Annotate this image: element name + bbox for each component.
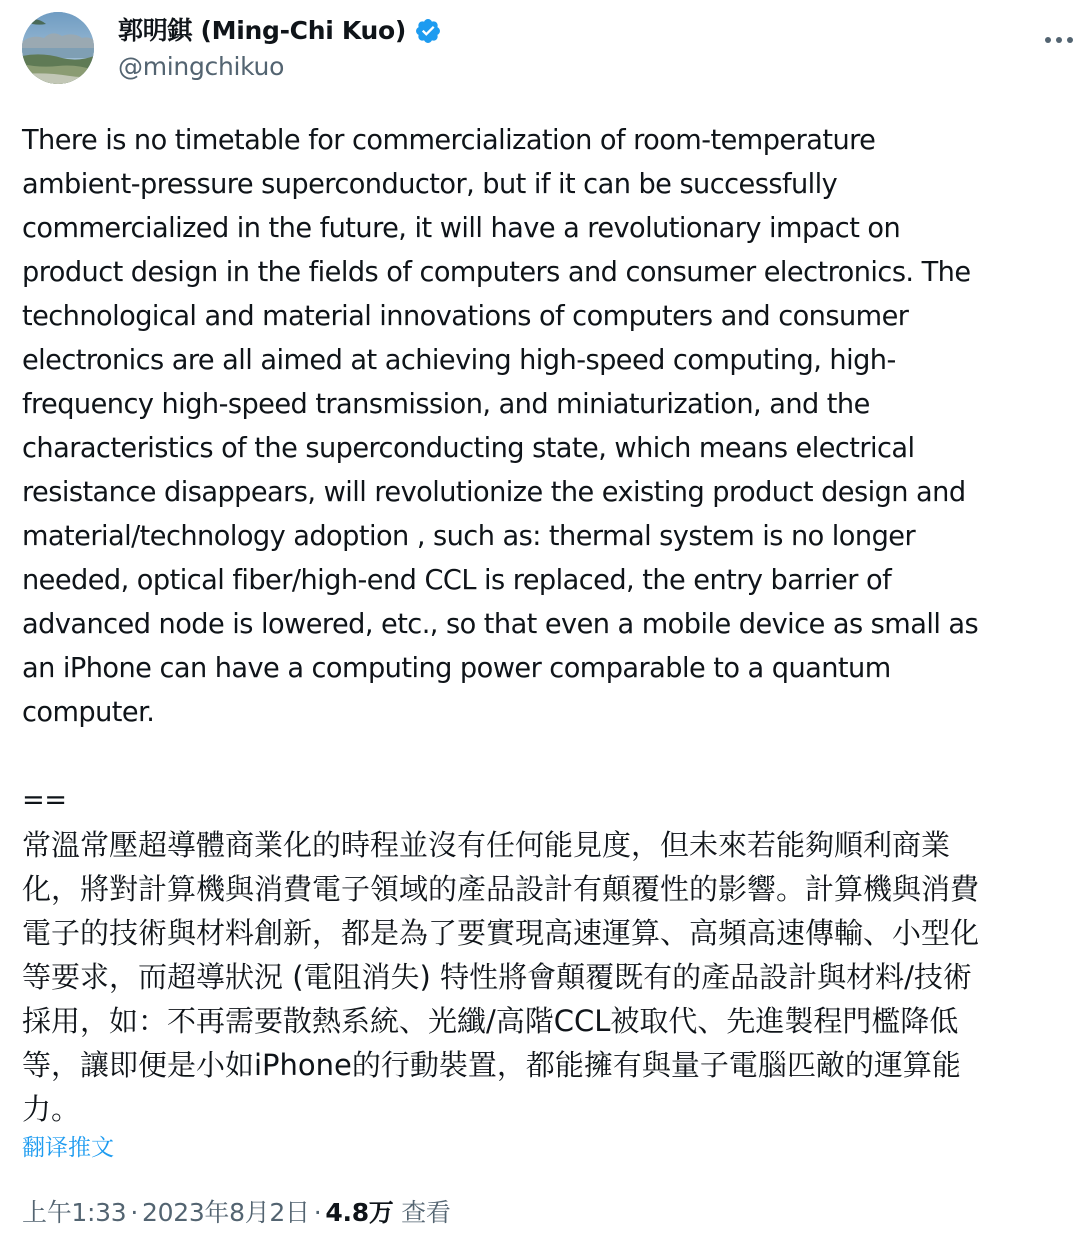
tweet-text [22, 119, 1062, 1131]
tweet-line: computer. [22, 697, 155, 728]
tweet-line: product design in the fields of computers and consumer electronics. The [22, 257, 971, 288]
tweet-date[interactable]: 2023年8月2日 [142, 1198, 310, 1227]
landscape-avatar-icon [22, 12, 94, 84]
tweet-line: frequency high-speed transmission, and miniaturization, and the [22, 389, 870, 420]
tweet-line-chinese: 常溫常壓超導體商業化的時程並沒有任何能見度，但未來若能夠順利商業 [22, 828, 951, 862]
more-options-button[interactable] [1037, 22, 1080, 58]
views-label[interactable]: 查看 [401, 1198, 451, 1227]
tweet-line: ambient-pressure superconductor, but if it can be successfully [22, 169, 838, 200]
tweet-line-chinese: 力。 [22, 1092, 81, 1126]
tweet-line-chinese: 採用，如：不再需要散熱系統、光纖/高階CCL被取代、先進製程門檻降低 [22, 1004, 959, 1038]
display-name[interactable]: 郭明錤 (Ming-Chi Kuo) [118, 16, 406, 45]
tweet-line: an iPhone can have a computing power comparable to a quantum [22, 653, 891, 684]
verified-badge-icon[interactable] [414, 17, 442, 45]
tweet-meta [22, 1196, 451, 1230]
tweet-line: material/technology adoption , such as: thermal system is no longer [22, 521, 916, 552]
tweet-line: commercialized in the future, it will have a revolutionary impact on [22, 213, 901, 244]
blank-line [22, 735, 1062, 779]
tweet-line: resistance disappears, will revolutionize the existing product design and [22, 477, 966, 508]
more-horizontal-icon [1044, 36, 1074, 44]
tweet-header [22, 12, 1062, 84]
meta-separator: · [130, 1198, 138, 1227]
separator-line: == [22, 785, 67, 816]
tweet-line-chinese: 化，將對計算機與消費電子領域的產品設計有顛覆性的影響。計算機與消費 [22, 872, 980, 906]
meta-separator: · [313, 1198, 322, 1227]
tweet-line: characteristics of the superconducting state, which means electrical [22, 433, 915, 464]
tweet-line: needed, optical fiber/high-end CCL is replaced, the entry barrier of [22, 565, 892, 596]
tweet-line: There is no timetable for commercialization of room-temperature [22, 125, 876, 156]
tweet-line: technological and material innovations of computers and consumer [22, 301, 909, 332]
tweet-line: advanced node is lowered, etc., so that even a mobile device as small as [22, 609, 979, 640]
tweet-line-chinese: 等，讓即便是小如iPhone的行動裝置，都能擁有與量子電腦匹敵的運算能 [22, 1048, 961, 1082]
author-handle[interactable]: @mingchikuo [118, 52, 285, 81]
tweet-line-chinese: 等要求，而超導狀況 (電阻消失) 特性將會顛覆既有的產品設計與材料/技術 [22, 960, 972, 994]
tweet-time[interactable]: 上午1:33 [22, 1198, 127, 1227]
display-name-row [118, 14, 442, 48]
views-count[interactable]: 4.8万 [325, 1198, 394, 1227]
tweet-line-chinese: 電子的技術與材料創新，都是為了要實現高速運算、高頻高速傳輸、小型化 [22, 916, 980, 950]
tweet-line: electronics are all aimed at achieving high-speed computing, high- [22, 345, 896, 376]
translate-tweet-link[interactable]: 翻译推文 [22, 1135, 114, 1161]
avatar[interactable] [22, 12, 94, 84]
